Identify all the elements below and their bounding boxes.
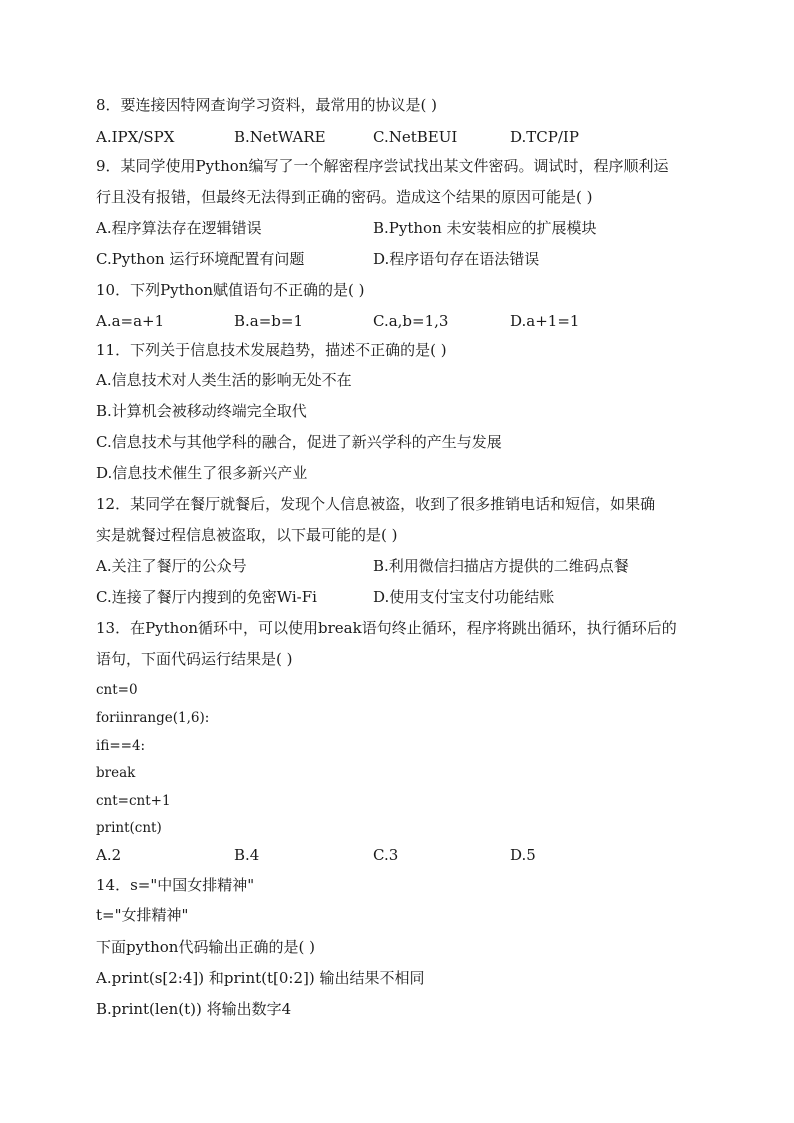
question-10-option-a: A.a=a+1 [96, 312, 165, 330]
question-11-stem: 11．下列关于信息技术发展趋势，描述不正确的是( ) [96, 341, 447, 359]
code-line: cnt=cnt+1 [96, 793, 171, 809]
question-14-line-3: 下面python代码输出正确的是( ) [96, 938, 315, 956]
question-9-option-a: A.程序算法存在逻辑错误 [96, 219, 262, 237]
question-11-option-a: A.信息技术对人类生活的影响无处不在 [96, 371, 352, 389]
code-line: ifi==4: [96, 738, 146, 754]
question-13-stem-line-1: 13．在Python循环中，可以使用break语句终止循环，程序将跳出循环，执行循环后的 [96, 619, 677, 637]
question-14-option-a: A.print(s[2:4]) 和print(t[0:2]) 输出结果不相同 [96, 969, 425, 987]
question-14-stem: 14．s="中国女排精神" [96, 876, 255, 894]
question-11-option-d: D.信息技术催生了很多新兴产业 [96, 464, 308, 482]
question-9-option-b: B.Python 未安装相应的扩展模块 [373, 219, 597, 237]
question-14-line-2: t="女排精神" [96, 906, 189, 924]
question-8-option-d: D.TCP/IP [510, 128, 579, 146]
question-13-option-a: A.2 [96, 846, 122, 864]
code-line: cnt=0 [96, 682, 138, 698]
question-8-stem: 8．要连接因特网查询学习资料，最常用的协议是( ) [96, 96, 438, 114]
question-9-stem-line-1: 9．某同学使用Python编写了一个解密程序尝试找出某文件密码。调试时，程序顺利运 [96, 157, 669, 175]
question-10-option-c: C.a,b=1,3 [373, 312, 449, 330]
question-8-option-c: C.NetBEUI [373, 128, 458, 146]
question-10-option-d: D.a+1=1 [510, 312, 580, 330]
question-12-option-b: B.利用微信扫描店方提供的二维码点餐 [373, 557, 629, 575]
question-12-stem-line-1: 12．某同学在餐厅就餐后，发现个人信息被盗，收到了很多推销电话和短信，如果确 [96, 495, 656, 513]
question-13-option-c: C.3 [373, 846, 399, 864]
question-9-option-d: D.程序语句存在语法错误 [373, 250, 540, 268]
code-line: foriinrange(1,6): [96, 710, 210, 726]
code-line: print(cnt) [96, 820, 162, 836]
question-12-option-c: C.连接了餐厅内搜到的免密Wi-Fi [96, 588, 317, 606]
question-12-stem-line-2: 实是就餐过程信息被盗取，以下最可能的是( ) [96, 526, 398, 544]
question-11-option-c: C.信息技术与其他学科的融合，促进了新兴学科的产生与发展 [96, 433, 502, 451]
question-8-option-b: B.NetWARE [234, 128, 326, 146]
question-13-option-b: B.4 [234, 846, 260, 864]
question-11-option-b: B.计算机会被移动终端完全取代 [96, 402, 307, 420]
question-14-option-b: B.print(len(t)) 将输出数字4 [96, 1000, 292, 1018]
question-13-stem-line-2: 语句，下面代码运行结果是( ) [96, 650, 293, 668]
question-12-option-a: A.关注了餐厅的公众号 [96, 557, 247, 575]
question-10-stem: 10．下列Python赋值语句不正确的是( ) [96, 281, 365, 299]
question-12-option-d: D.使用支付宝支付功能结账 [373, 588, 555, 606]
question-10-option-b: B.a=b=1 [234, 312, 304, 330]
question-8-option-a: A.IPX/SPX [96, 128, 175, 146]
question-9-stem-line-2: 行且没有报错，但最终无法得到正确的密码。造成这个结果的原因可能是( ) [96, 188, 593, 206]
code-line: break [96, 765, 136, 781]
question-9-option-c: C.Python 运行环境配置有问题 [96, 250, 305, 268]
question-13-option-d: D.5 [510, 846, 536, 864]
